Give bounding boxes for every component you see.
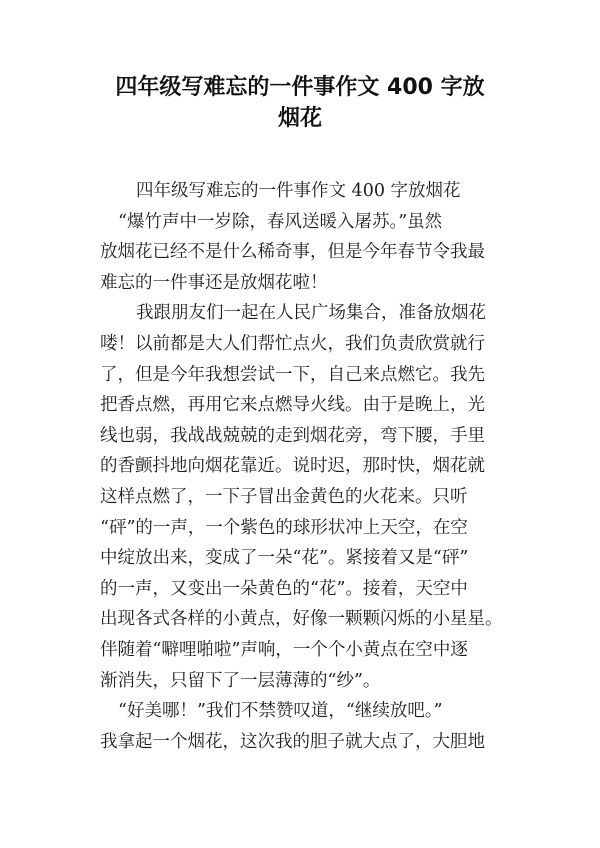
- body-line: “好美哪！”我们不禁赞叹道，“继续放吧。”: [118, 701, 443, 722]
- title-line: 四年级写难忘的一件事作文 400 字放: [115, 75, 485, 100]
- document-title: [60, 70, 540, 131]
- body-line: 了，但是今年我想尝试一下，自己来点燃它。我先: [100, 364, 485, 385]
- body-line: 线也弱，我战战兢兢的走到烟花旁，弯下腰，手里: [100, 425, 485, 446]
- body-line: 出现各式各样的小黄点，好像一颗颗闪烁的小星星。: [100, 609, 503, 630]
- body-line: 我跟朋友们一起在人民广场集合，准备放烟花: [136, 303, 486, 324]
- body-line: 放烟花已经不是什么稀奇事，但是今年春节令我最: [100, 242, 485, 263]
- body-line: “爆竹声中一岁除，春风送暖入屠苏。”虽然: [118, 211, 443, 232]
- body-line: “砰”的一声，一个紫色的球形状冲上天空，在空: [100, 517, 468, 538]
- body-line: 喽！以前都是大人们帮忙点火，我们负责欣赏就行: [100, 333, 485, 354]
- body-line: 中绽放出来，变成了一朵“花”。紧接着又是“砰”: [100, 548, 469, 569]
- document-body: [100, 176, 503, 757]
- body-line: 把香点燃，再用它来点燃导火线。由于是晚上，光: [100, 395, 485, 416]
- body-line: 四年级写难忘的一件事作文 400 字放烟花: [136, 181, 461, 201]
- body-line: 难忘的一件事还是放烟花啦！: [100, 272, 328, 293]
- title-line: 烟花: [277, 105, 322, 131]
- body-line: 这样点燃了，一下子冒出金黄色的火花来。只听: [100, 486, 468, 507]
- body-line: 伴随着“噼哩啪啦”声响，一个个小黄点在空中逐: [100, 639, 468, 660]
- body-line: 渐消失，只留下了一层薄薄的“纱”。: [100, 670, 381, 691]
- body-line: 的一声，又变出一朵黄色的“花”。接着，天空中: [100, 578, 468, 599]
- body-line: 我拿起一个烟花，这次我的胆子就大点了，大胆地: [100, 731, 485, 752]
- body-line: 的香颤抖地向烟花靠近。说时迟，那时快，烟花就: [100, 456, 485, 477]
